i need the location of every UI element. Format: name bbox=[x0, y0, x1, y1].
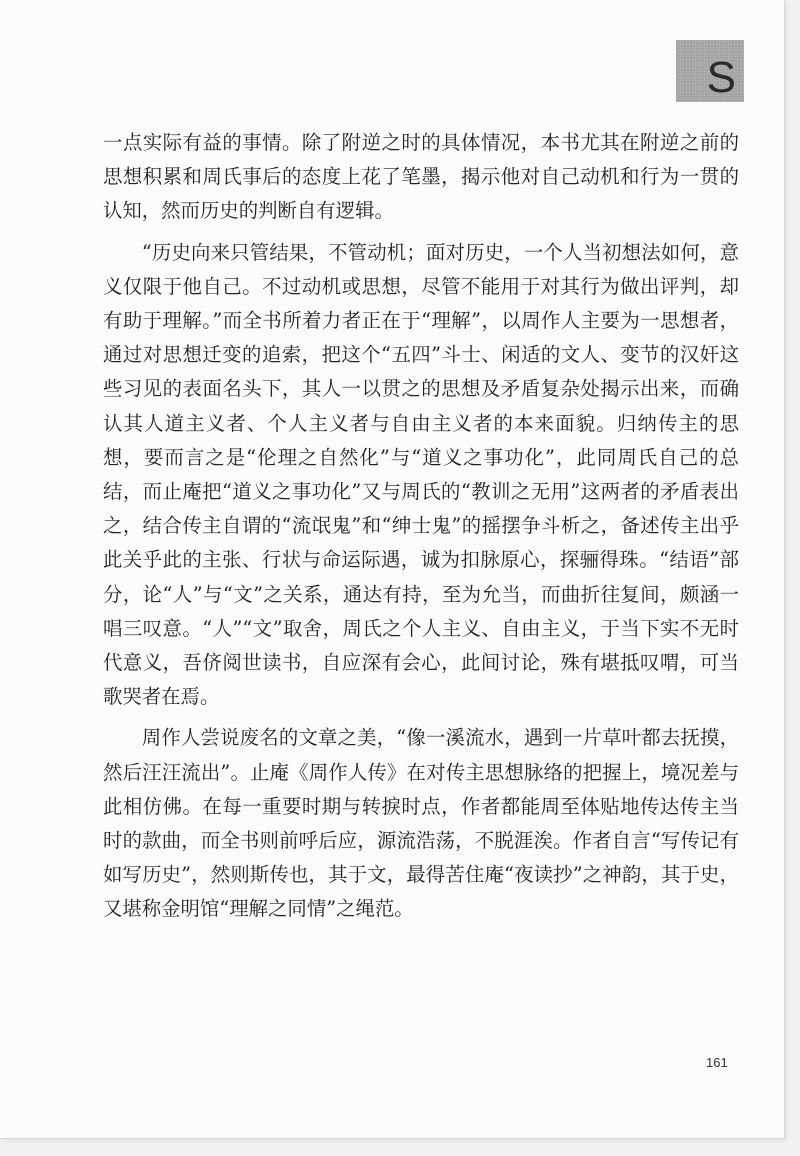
paragraph-history-and-motive: “历史向来只管结果，不管动机；面对历史，一个人当初想法如何，意义仅限于他自己。不过动机或思想，尽管不能用于对其行为做出评判，却有助于理解。”而全书所着力者正在于“理解”，以周作人主要为一思想者，通过对思想迁变的追索，把这个“五四”斗士、闲适的文人、变节的汉奸这些习见的表面名头下，其人一以贯之的思想及矛盾复杂处揭示出来，而确认其人道主义者、个人主义者与自由主义者的本来面貌。归纳传主的思想，要而言之是“伦理之自然化”与“道义之事功化”，此同周氏自己的总结，而止庵把“道义之事功化”又与周氏的“教训之无用”这两者的矛盾表出之，结合传主自谓的“流氓鬼”和“绅士鬼”的摇摆争斗析之，备述传主出乎此关乎此的主张、行状与命运际遇，诚为扣脉原心，探骊得珠。“结语”部分，论“人”与“文”之关系，通达有持，至为允当，而曲折往复间，颇涵一唱三叹意。“人”“文”取舍，周氏之个人主义、自由主义，于当下实不无时代意义，吾侪阅世读书，自应深有会心，此间讨论，殊有堪抵叹喟，可当歌哭者在焉。 bbox=[103, 240, 739, 709]
section-letter: S bbox=[706, 53, 736, 102]
section-tab bbox=[676, 40, 744, 102]
paragraph-feiming-comparison: 周作人尝说废名的文章之美，“像一溪流水，遇到一片草叶都去抚摸，然后汪汪流出”。止庵《周作人传》在对传主思想脉络的把握上，境况差与此相仿佛。在每一重要时期与转捩时点，作者都能周至体贴地传达传主当时的款曲，而全书则前呼后应，源流浩荡，不脱涯涘。作者自言“写传记有如写历史”，然则斯传也，其于文，最得苦住庵“夜读抄”之神韵，其于史，又堪称金明馆“理解之同情”之绳范。 bbox=[103, 726, 739, 921]
body-text bbox=[103, 126, 739, 934]
paragraph-continuation: 一点实际有益的事情。除了附逆之时的具体情况，本书尤其在附逆之前的思想积累和周氏事后的态度上花了笔墨，揭示他对自己动机和行为一贯的认知，然而历史的判断自有逻辑。 bbox=[103, 131, 739, 223]
page-number: 161 bbox=[706, 1055, 728, 1070]
